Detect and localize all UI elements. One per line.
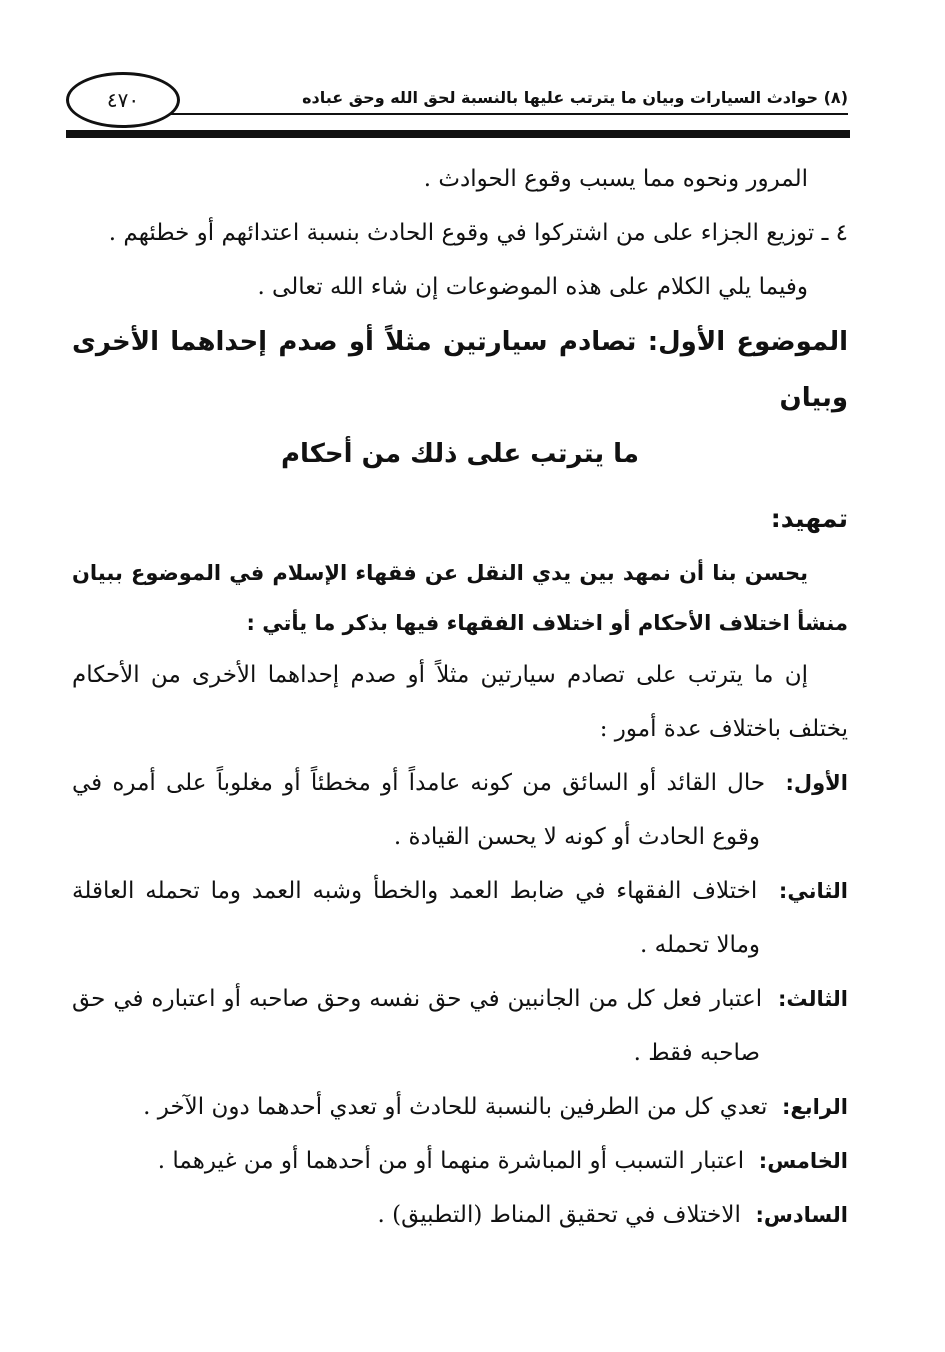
header-thin-rule <box>156 113 848 115</box>
paragraph-continuation: المرور ونحوه مما يسبب وقوع الحوادث . <box>423 166 808 192</box>
list-item <box>72 1188 848 1242</box>
page-header <box>66 72 848 140</box>
list-item <box>72 756 848 864</box>
item-text: حال القائد أو السائق من كونه عامداً أو مخطئاً أو مغلوباً على أمره في وقوع الحادث أو كونه لا يحسن القيادة . <box>72 770 766 850</box>
list-item <box>72 864 848 972</box>
numbered-list <box>72 756 848 1242</box>
list-item <box>72 972 848 1080</box>
list-item <box>72 1134 848 1188</box>
header-thick-rule <box>66 130 850 138</box>
page-number: ٤٧٠ <box>66 72 180 128</box>
item-label: السادس: <box>755 1203 848 1227</box>
item-text: اختلاف الفقهاء في ضابط العمد والخطأ وشبه العمد وما تحمله العاقلة ومالا تحمله . <box>72 878 760 958</box>
item-text: تعدي كل من الطرفين بالنسبة للحادث أو تعدي أحدهما دون الآخر . <box>143 1094 768 1120</box>
topic-heading-line1: الموضوع الأول: تصادم سيارتين مثلاً أو صدم إحداهما الأخرى وبيان <box>72 327 848 413</box>
item-label: الرابع: <box>782 1095 848 1119</box>
item-text: اعتبار فعل كل من الجانبين في حق نفسه وحق صاحبه أو اعتباره في حق صاحبه فقط . <box>72 986 763 1066</box>
page-body <box>72 152 848 1242</box>
topic-heading <box>72 314 848 482</box>
item-label: الخامس: <box>758 1149 848 1173</box>
item-text: الاختلاف في تحقيق المناط (التطبيق) . <box>377 1202 741 1228</box>
lead-paragraph: إن ما يترتب على تصادم سيارتين مثلاً أو صدم إحداهما الأخرى من الأحكام يختلف باختلاف عدة أمور : <box>72 662 848 742</box>
intro-label: تمهيد: <box>770 504 848 533</box>
paragraph-point-4: ٤ ـ توزيع الجزاء على من اشتركوا في وقوع الحادث بنسبة اعتدائهم أو خطئهم . <box>108 220 848 246</box>
topic-heading-line2: ما يترتب على ذلك من أحكام <box>280 439 640 469</box>
list-item <box>72 1080 848 1134</box>
item-label: الثاني: <box>778 879 848 903</box>
item-text: اعتبار التسبب أو المباشرة منهما أو من أحدهما أو من غيرهما . <box>157 1148 745 1174</box>
item-label: الأول: <box>785 771 849 795</box>
running-title: (٨) حوادث السيارات وبيان ما يترتب عليها بالنسبة لحق الله وحق عباده <box>302 88 848 107</box>
item-label: الثالث: <box>777 987 849 1011</box>
intro-text: يحسن بنا أن نمهد بين يدي النقل عن فقهاء الإسلام في الموضوع ببيان منشأ اختلاف الأحكام أو اختلاف الفقهاء فيها بذكر ما يأتي : <box>72 561 848 635</box>
paragraph-transition: وفيما يلي الكلام على هذه الموضوعات إن شاء الله تعالى . <box>257 274 808 300</box>
